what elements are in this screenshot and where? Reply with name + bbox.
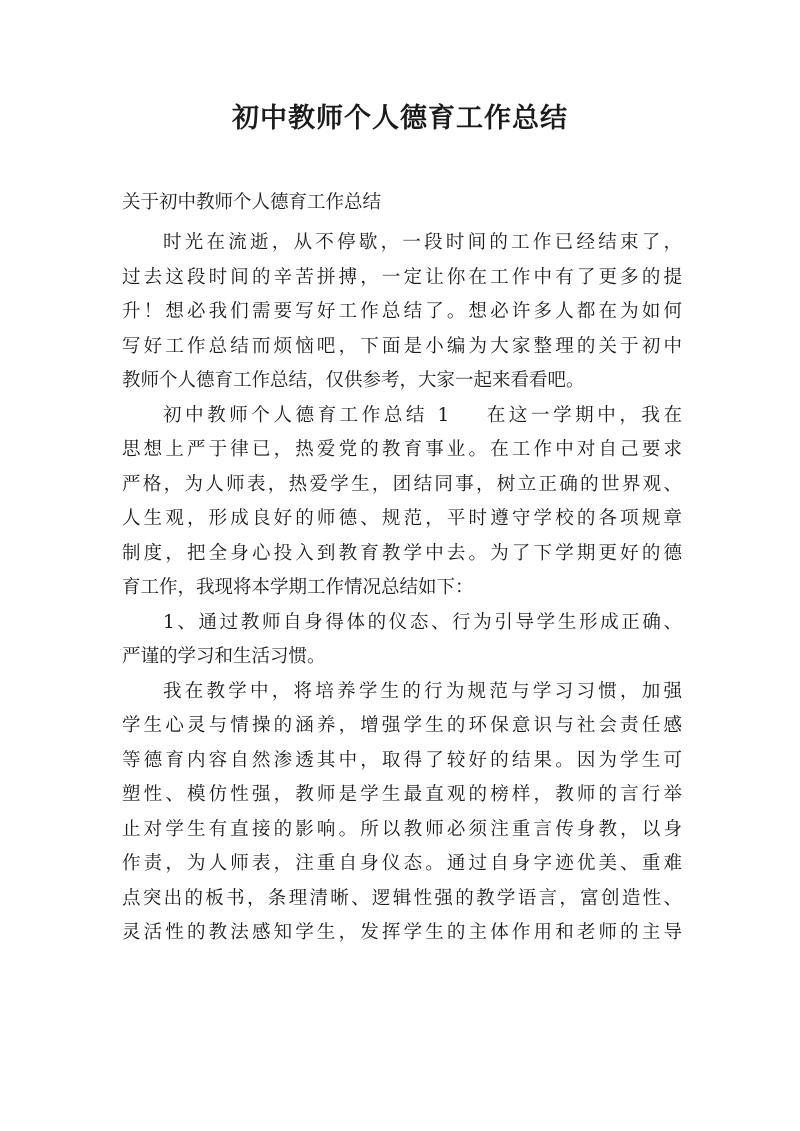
paragraph-line-start: 在这一学期中，我在 (483, 404, 682, 426)
paragraph-line: 塑性、模仿性强，教师是学生最直观的榜样，教师的言行举 (122, 784, 682, 805)
paragraph-line: 思想上严于律已，热爱党的教育事业。在工作中对自己要求 (122, 439, 682, 460)
paragraph-line: 教师个人德育工作总结，仅供参考，大家一起来看看吧。 (122, 370, 585, 391)
paragraph-line: 点突出的板书，条理清晰、逻辑性强的教学语言，富创造性、 (122, 887, 682, 909)
paragraph-line: 写好工作总结而烦恼吧，下面是小编为大家整理的关于初中 (122, 335, 682, 357)
document-subtitle: 关于初中教师个人德育工作总结 (122, 192, 382, 213)
document-body (122, 226, 682, 951)
paragraph-line: 止对学生有直接的影响。所以教师必须注重言传身教，以身 (122, 818, 682, 840)
paragraph-line: 等德育内容自然渗透其中，取得了较好的结果。因为学生可 (122, 749, 682, 771)
paragraph-line: 升！想必我们需要写好工作总结了。想必许多人都在为如何 (122, 301, 682, 322)
document-title: 初中教师个人德育工作总结 (232, 103, 568, 134)
paragraph-line: 作责，为人师表，注重自身仪态。通过自身字迹优美、重难 (122, 853, 682, 874)
section-heading-line (122, 399, 682, 434)
list-item-line: 1、通过教师自身得体的仪态、行为引导学生形成正确、 (163, 611, 682, 633)
paragraph-line: 制度，把全身心投入到教育教学中去。为了下学期更好的德 (122, 542, 682, 564)
paragraph-line: 过去这段时间的辛苦拼搏，一定让你在工作中有了更多的提 (122, 266, 682, 288)
paragraph-line: 时光在流逝，从不停歇，一段时间的工作已经结束了， (163, 232, 682, 253)
paragraph-line: 学生心灵与情操的涵养，增强学生的环保意识与社会责任感 (122, 715, 682, 736)
paragraph-line: 严格，为人师表，热爱学生，团结同事，树立正确的世界观、 (122, 473, 682, 495)
section-heading: 初中教师个人德育工作总结 1 (163, 404, 450, 426)
list-item-line: 严谨的学习和生活习惯。 (122, 646, 326, 667)
paragraph-line: 我在教学中，将培养学生的行为规范与学习习惯，加强 (163, 680, 682, 702)
paragraph-line: 灵活性的教法感知学生，发挥学生的主体作用和老师的主导 (122, 922, 682, 943)
paragraph-line: 人生观，形成良好的师德、规范，平时遵守学校的各项规章 (122, 508, 682, 529)
paragraph-line: 育工作，我现将本学期工作情况总结如下： (122, 577, 474, 598)
